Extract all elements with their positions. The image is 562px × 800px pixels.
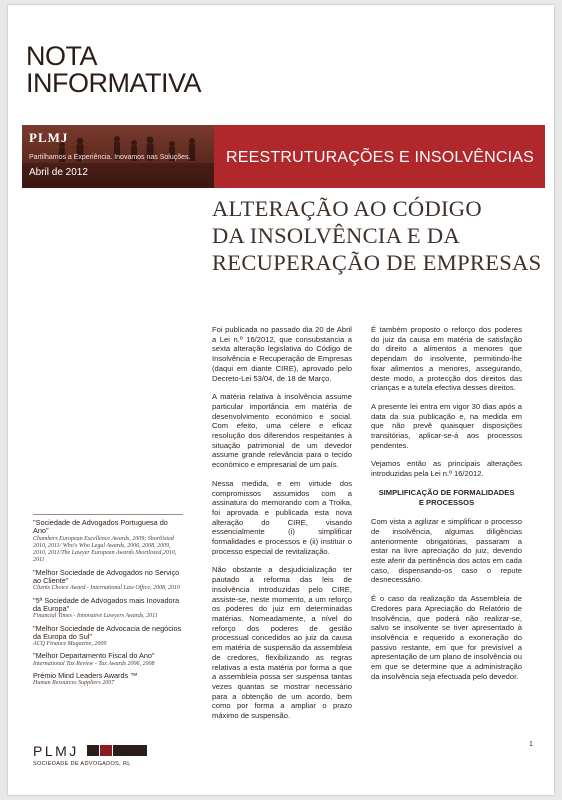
newsletter-title-line: NOTA xyxy=(26,41,97,71)
section-title: REESTRUTURAÇÕES E INSOLVÊNCIAS xyxy=(226,149,534,166)
body-paragraph: Nessa medida, e em virtude dos compromissos assumidos com a assinatura do memorando com a Troika, foi aprovada e publicada esta nova alteração do CIRE, visando essencialmente (i) simplificar formalidades e processos e (ii) instituir o processo especial de revitalização. xyxy=(212,478,352,556)
award-source: International Tax Review - Tax Awards 2006, 2008 xyxy=(33,660,155,667)
awards-sidebar xyxy=(33,514,183,692)
article-title-line: ALTERAÇÃO AO CÓDIGO xyxy=(212,196,482,221)
body-paragraph: Não obstante a desjudicialização ter pautado a reforma das leis de insolvência introduzidas pelo CIRE, assiste-se, neste momento, a um reforço os poderes do juiz em determinadas matérias. Nomeadamente, a nível do reforço dos poderes de gestão processual concedidos ao juiz da causa em matéria de suspensão da assembleia de credores, flexibilizando as regras relativas a esta matéria por forma a que a assembleia possa ser suspensa tantas vezes quantas se mostrar necessário para a obtenção de um acordo, bem como por forma a ampliar o prazo máximo de suspensão. xyxy=(212,565,352,721)
article-column-left xyxy=(212,325,352,730)
award-title: "Sociedade de Advogados Portuguesa do Ano" xyxy=(33,518,168,536)
brand-tagline: Partilhamos a Experiência. Inovamos nas Soluções. xyxy=(29,154,191,161)
award-item xyxy=(33,597,183,621)
article-title-line: RECUPERAÇÃO DE EMPRESAS xyxy=(212,250,542,275)
award-item xyxy=(33,519,183,565)
page xyxy=(8,5,554,795)
award-title: "Melhor Departamento Fiscal do Ano" xyxy=(33,651,155,661)
award-source: Financial Times - Innovative Lawyers Awards, 2011 xyxy=(33,613,158,620)
logo-wordmark: PLMJ xyxy=(33,743,79,759)
award-item xyxy=(33,625,183,649)
newsletter-title-line: INFORMATIVA xyxy=(26,68,201,98)
award-item xyxy=(33,569,183,593)
award-source: Human Resources Suppliers 2007 xyxy=(33,680,115,687)
banner-photo xyxy=(22,125,214,188)
section-subheading xyxy=(371,488,522,507)
body-paragraph: Vejamos então as principais alterações introduzidas pela Lei n.º 16/2012. xyxy=(371,459,522,479)
body-paragraph: A presente lei entra em vigor 30 dias após a data da sua publicação e, na medida em que não prevê quaisquer disposições transitórias, aplicar-se-á aos processos pendentes. xyxy=(371,401,522,450)
section-banner xyxy=(22,125,545,188)
award-title: Prémio Mind Leaders Awards ™ xyxy=(33,671,138,681)
body-paragraph: Com vista a agilizar e simplificar o processo de insolvência, algumas diligências anteriormente obrigatórias, passaram a estar na livre apreciação do juiz, devendo este aferir da pertinência dos actos em cada caso, dispensando-os caso o repute desnecessário. xyxy=(371,517,522,585)
brand-name: PLMJ xyxy=(29,130,69,145)
subheading-line: E PROCESSOS xyxy=(418,497,475,507)
section-label-bar xyxy=(214,125,545,188)
award-source: Chambers European Excellence Awards, 2009; Shortlisted 2010, 2011/ Who's Who Legal Awards, 2006, 2008, 2009, 2010, 2011/The Lawyer European Awards Shortlisted,2010, 2011 xyxy=(33,535,177,564)
body-paragraph: É o caso da realização da Assembleia de Credores para Apreciação do Relatório de Insolvência, que poderá não realizar-se, salvo se insolvente se tiver apresentado à insolvência e requerido a exoneração do passivo restante, em que for previsível a apresentação de um plano de insolvência ou em que se determine que a administração da insolvência seja efectuada pelo devedor. xyxy=(371,594,522,681)
body-paragraph: Foi publicada no passado dia 20 de Abril a Lei n.º 16/2012, que consubstancia a sexta alteração legislativa do Código de Insolvência e Recuperação de Empresas (daqui em diante CIRE), aprovado pelo Decreto-Lei 53/04, de 18 de Março. xyxy=(212,325,352,383)
award-source: Clients Choice Award - International Law Office, 2008, 2010 xyxy=(33,585,180,592)
page-number: 1 xyxy=(529,741,533,748)
article-title xyxy=(212,195,542,276)
logo-block xyxy=(113,745,147,756)
award-item xyxy=(33,672,183,688)
body-paragraph: A matéria relativa à insolvência assume particular importância em matéria de desenvolvimento económico e social. Com efeito, uma célere e eficaz resolução dos diferendos respeitantes à situação patrimonial de um devedor assume grande relevância para o tecido económico e empresarial de um país. xyxy=(212,392,352,470)
body-paragraph: É também proposto o reforço dos poderes do juiz da causa em matéria de satisfação do direito a alimentos a menores que dependam do insolvente, permitindo-lhe fixar alimentos a menores, assegurando, deste modo, a protecção dos direitos das crianças e a tutela efectiva desses direitos. xyxy=(371,325,522,393)
award-title: "Melhor Sociedade de Advogados no Serviço ao Cliente" xyxy=(33,567,180,586)
award-title: "Melhor Sociedade de Advocacia de negócios da Europa do Sul" xyxy=(33,623,182,641)
article-column-right xyxy=(371,325,522,691)
logo-subtitle: SOCIEDADE DE ADVOGADOS, RL xyxy=(33,761,131,767)
sidebar-divider xyxy=(33,514,183,515)
award-item xyxy=(33,652,183,668)
newsletter-title xyxy=(26,43,201,97)
award-source: ACQ Finance Magazine, 2009 xyxy=(33,641,107,648)
article-title-line: DA INSOLVÊNCIA E DA xyxy=(212,223,461,248)
logo-block xyxy=(100,745,112,756)
edition-date: Abril de 2012 xyxy=(29,167,88,178)
award-title: "5ª Sociedade de Advogados mais Inovadora da Europa" xyxy=(33,595,180,613)
subheading-line: SIMPLIFICAÇÃO DE FORMALIDADES xyxy=(378,487,515,497)
logo-block xyxy=(87,745,99,756)
